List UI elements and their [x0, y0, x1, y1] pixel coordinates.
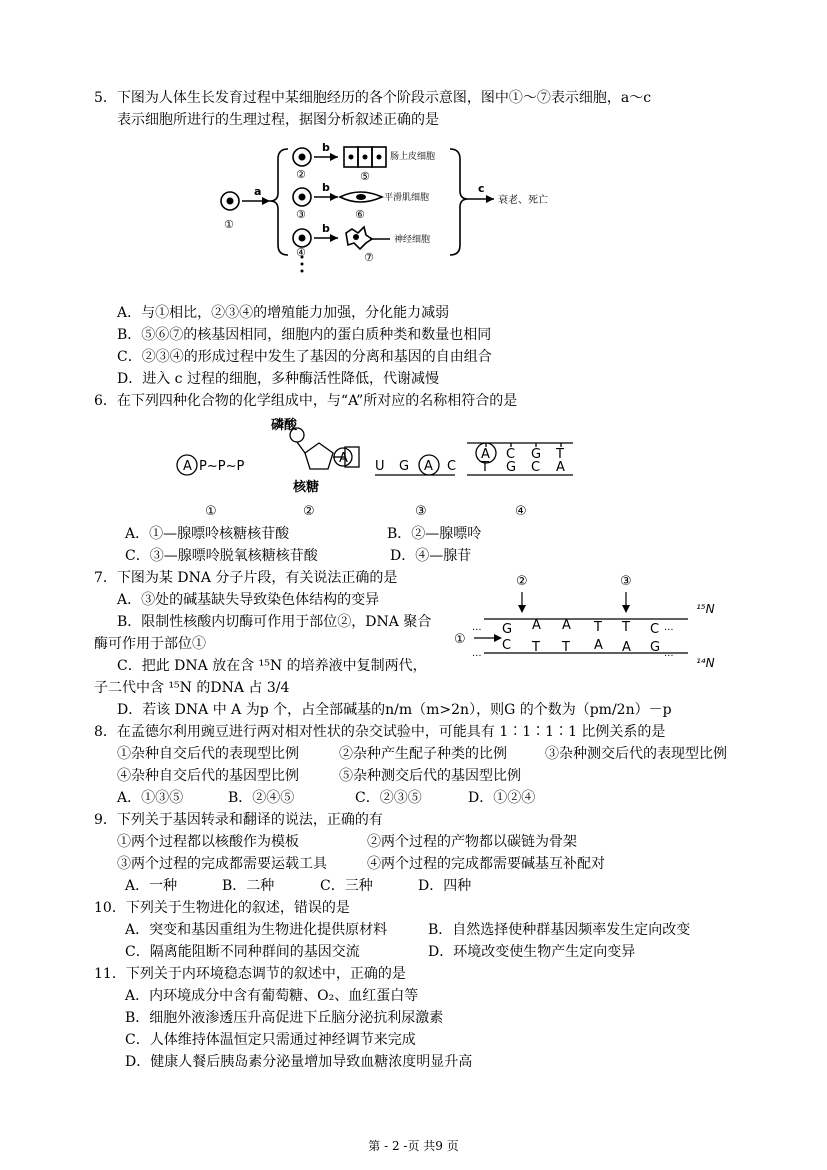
svg-text:···: ··· — [472, 651, 482, 662]
q6-option-b: B．②—腺嘌呤 — [387, 526, 482, 542]
q5-option-d: D．进入 c 过程的细胞，多种酶活性降低，代谢减慢 — [117, 371, 439, 387]
dna-top-4: T — [556, 447, 564, 462]
svg-text:···: ··· — [472, 625, 482, 636]
q8-option-c: C．②③⑤ — [355, 790, 422, 806]
q7-option-a: A．③处的碱基缺失导致染色体结构的变异 — [117, 592, 380, 608]
label-process-b2: b — [322, 181, 330, 194]
q9-option-b: B．二种 — [222, 878, 275, 894]
label-cell-2: ② — [296, 168, 306, 181]
phosphate-label: 磷酸 — [271, 418, 298, 433]
rna-base-a: A — [424, 459, 433, 474]
q8-item-4: ④杂种自交后代的基因型比例 — [117, 768, 299, 784]
ribose-label: 核糖 — [293, 480, 320, 495]
top-base-4: T — [594, 620, 602, 635]
neuron-icon — [346, 227, 372, 249]
label-cell-5: ⑤ — [360, 170, 370, 183]
bottom-base-6: G — [650, 640, 661, 655]
bottom-base-3: T — [562, 640, 570, 655]
q9-option-a: A．一种 — [125, 878, 178, 894]
label-epithelial: 肠上皮细胞 — [390, 152, 436, 162]
bottom-base-2: T — [532, 640, 540, 655]
q5-option-a: A．与①相比，②③④的增殖能力加强，分化能力减弱 — [117, 305, 450, 321]
label-outcome: 衰老、死亡 — [498, 195, 548, 206]
label-cell-1: ① — [224, 218, 234, 231]
q9-option-c: C．三种 — [320, 878, 373, 894]
top-base-2: A — [532, 618, 541, 633]
q6-option-c: C．③—腺嘌呤脱氧核糖核苷酸 — [125, 548, 318, 564]
q9-item-4: ④两个过程的完成都需要碱基互补配对 — [367, 856, 605, 872]
atp-a-label: A — [183, 459, 192, 474]
q8-item-2: ②杂种产生配子种类的比例 — [339, 746, 507, 762]
q5-cell-differentiation-figure — [210, 135, 600, 285]
label-cell-7: ⑦ — [364, 251, 374, 264]
dna-top-2: C — [506, 447, 516, 462]
q7-option-b-line2: 酶可作用于部位① — [94, 636, 206, 652]
dna-top-3: G — [531, 447, 542, 462]
q7-option-b-line1: B．限制性核酸内切酶可作用于部位②，DNA 聚合 — [117, 614, 432, 630]
q5-option-c: C．②③④的形成过程中发生了基因的分离和基因的自由组合 — [117, 349, 492, 365]
q11-option-d: D．健康人餐后胰岛素分泌量增加导致血糖浓度明显升高 — [125, 1054, 473, 1070]
q5-stem-line1: 5．下图为人体生长发育过程中某细胞经历的各个阶段示意图，图中①～⑦表示细胞，a～c — [94, 90, 652, 106]
site-2-label: ② — [516, 574, 528, 589]
rna-base-g: G — [399, 459, 410, 474]
q7-option-c-line1: C．把此 DNA 放在含 ¹⁵N 的培养液中复制两代， — [117, 658, 427, 674]
q11-stem: 11．下列关于内环境稳态调节的叙述中，正确的是 — [94, 966, 406, 982]
page-footer: 第 - 2 -页 共9 页 — [368, 1139, 459, 1153]
dna-bottom-4: A — [556, 460, 565, 475]
bottom-base-4: A — [594, 638, 603, 653]
q8-option-d: D．①②④ — [468, 790, 536, 806]
label-nerve: 神经细胞 — [394, 235, 431, 245]
site-1-label: ① — [454, 632, 466, 647]
q10-option-d: D．环境改变使生物产生定向变异 — [428, 944, 636, 960]
top-base-1: G — [502, 622, 513, 637]
compound-3-label: ③ — [415, 504, 427, 519]
q8-stem: 8．在孟德尔利用豌豆进行两对相对性状的杂交试验中，可能具有 1∶1∶1∶1 比例关系的是 — [94, 724, 666, 740]
label-process-b3: b — [322, 222, 330, 235]
q8-item-5: ⑤杂种测交后代的基因型比例 — [339, 768, 521, 784]
svg-text:···: ··· — [664, 651, 674, 662]
q7-option-d: D．若该 DNA 中 A 为p 个，占全部碱基的n/m（m>2n），则G 的个数为（pm/2n）－p — [117, 702, 672, 718]
q6-compounds-figure — [165, 413, 595, 523]
q8-item-1: ①杂种自交后代的表现型比例 — [117, 746, 299, 762]
label-process-b1: b — [322, 141, 330, 154]
q9-stem: 9．下列关于基因转录和翻译的说法，正确的有 — [94, 812, 383, 828]
compound-1-label: ① — [205, 504, 217, 519]
q8-item-3: ③杂种测交后代的表现型比例 — [545, 746, 727, 762]
dna-bottom-1: T — [481, 460, 489, 475]
label-cell-4: ④ — [296, 246, 306, 259]
q6-option-d: D．④—腺苷 — [390, 548, 472, 564]
q10-option-b: B．自然选择使种群基因频率发生定向改变 — [428, 922, 691, 938]
label-cell-6: ⑥ — [355, 208, 365, 221]
label-14n: ¹⁴N — [696, 656, 715, 670]
q9-option-d: D．四种 — [418, 878, 472, 894]
nucleotide-base-a: A — [339, 451, 348, 466]
rna-base-c: C — [447, 459, 457, 474]
top-base-6: C — [650, 622, 660, 637]
q11-option-c: C．人体维持体温恒定只需通过神经调节来完成 — [125, 1032, 416, 1048]
rna-base-u: U — [375, 459, 385, 474]
q6-stem: 6．在下列四种化合物的化学组成中，与“A”所对应的名称相符合的是 — [94, 393, 518, 409]
dna-top-1: A — [481, 447, 490, 462]
dna-bottom-3: C — [531, 460, 541, 475]
atp-phosphates: P~P~P — [199, 459, 245, 474]
q10-option-a: A．突变和基因重组为生物进化提供原材料 — [125, 922, 388, 938]
q7-option-c-line2: 子二代中含 ¹⁵N 的DNA 占 3/4 — [94, 680, 290, 696]
compound-2-label: ② — [303, 504, 315, 519]
q6-option-a: A．①—腺嘌呤核糖核苷酸 — [125, 526, 290, 542]
top-base-5: T — [622, 620, 630, 635]
q11-option-b: B．细胞外液渗透压升高促进下丘脑分泌抗利尿激素 — [125, 1010, 444, 1026]
label-process-a: a — [254, 185, 262, 198]
compound-4-label: ④ — [515, 504, 527, 519]
q11-option-a: A．内环境成分中含有葡萄糖、O₂、血红蛋白等 — [125, 988, 419, 1004]
q7-stem: 7．下图为某 DNA 分子片段，有关说法正确的是 — [94, 570, 398, 586]
label-cell-3: ③ — [296, 208, 306, 221]
q7-dna-fragment-figure — [450, 567, 730, 677]
q9-item-1: ①两个过程都以核酸作为模板 — [117, 834, 299, 850]
q10-option-c: C．隔离能阻断不同种群间的基因交流 — [125, 944, 360, 960]
site-3-label: ③ — [620, 574, 632, 589]
label-15n: ¹⁵N — [696, 602, 715, 616]
bottom-base-1: C — [502, 638, 512, 653]
label-smooth-muscle: 平滑肌细胞 — [384, 193, 430, 203]
bottom-base-5: A — [622, 640, 631, 655]
q5-stem-line2: 表示细胞所进行的生理过程，据图分析叙述正确的是 — [117, 112, 439, 128]
dna-bottom-2: G — [506, 460, 517, 475]
q9-item-2: ②两个过程的产物都以碳链为骨架 — [367, 834, 577, 850]
q8-option-a: A．①③⑤ — [117, 790, 184, 806]
q8-option-b: B．②④⑤ — [228, 790, 295, 806]
svg-text:···: ··· — [664, 625, 674, 636]
q5-option-b: B．⑤⑥⑦的核基因相同，细胞内的蛋白质种类和数量也相同 — [117, 327, 492, 343]
q9-item-3: ③两个过程的完成都需要运载工具 — [117, 856, 327, 872]
top-base-3: A — [562, 618, 571, 633]
label-process-c: c — [478, 182, 485, 195]
q10-stem: 10．下列关于生物进化的叙述，错误的是 — [94, 900, 350, 916]
